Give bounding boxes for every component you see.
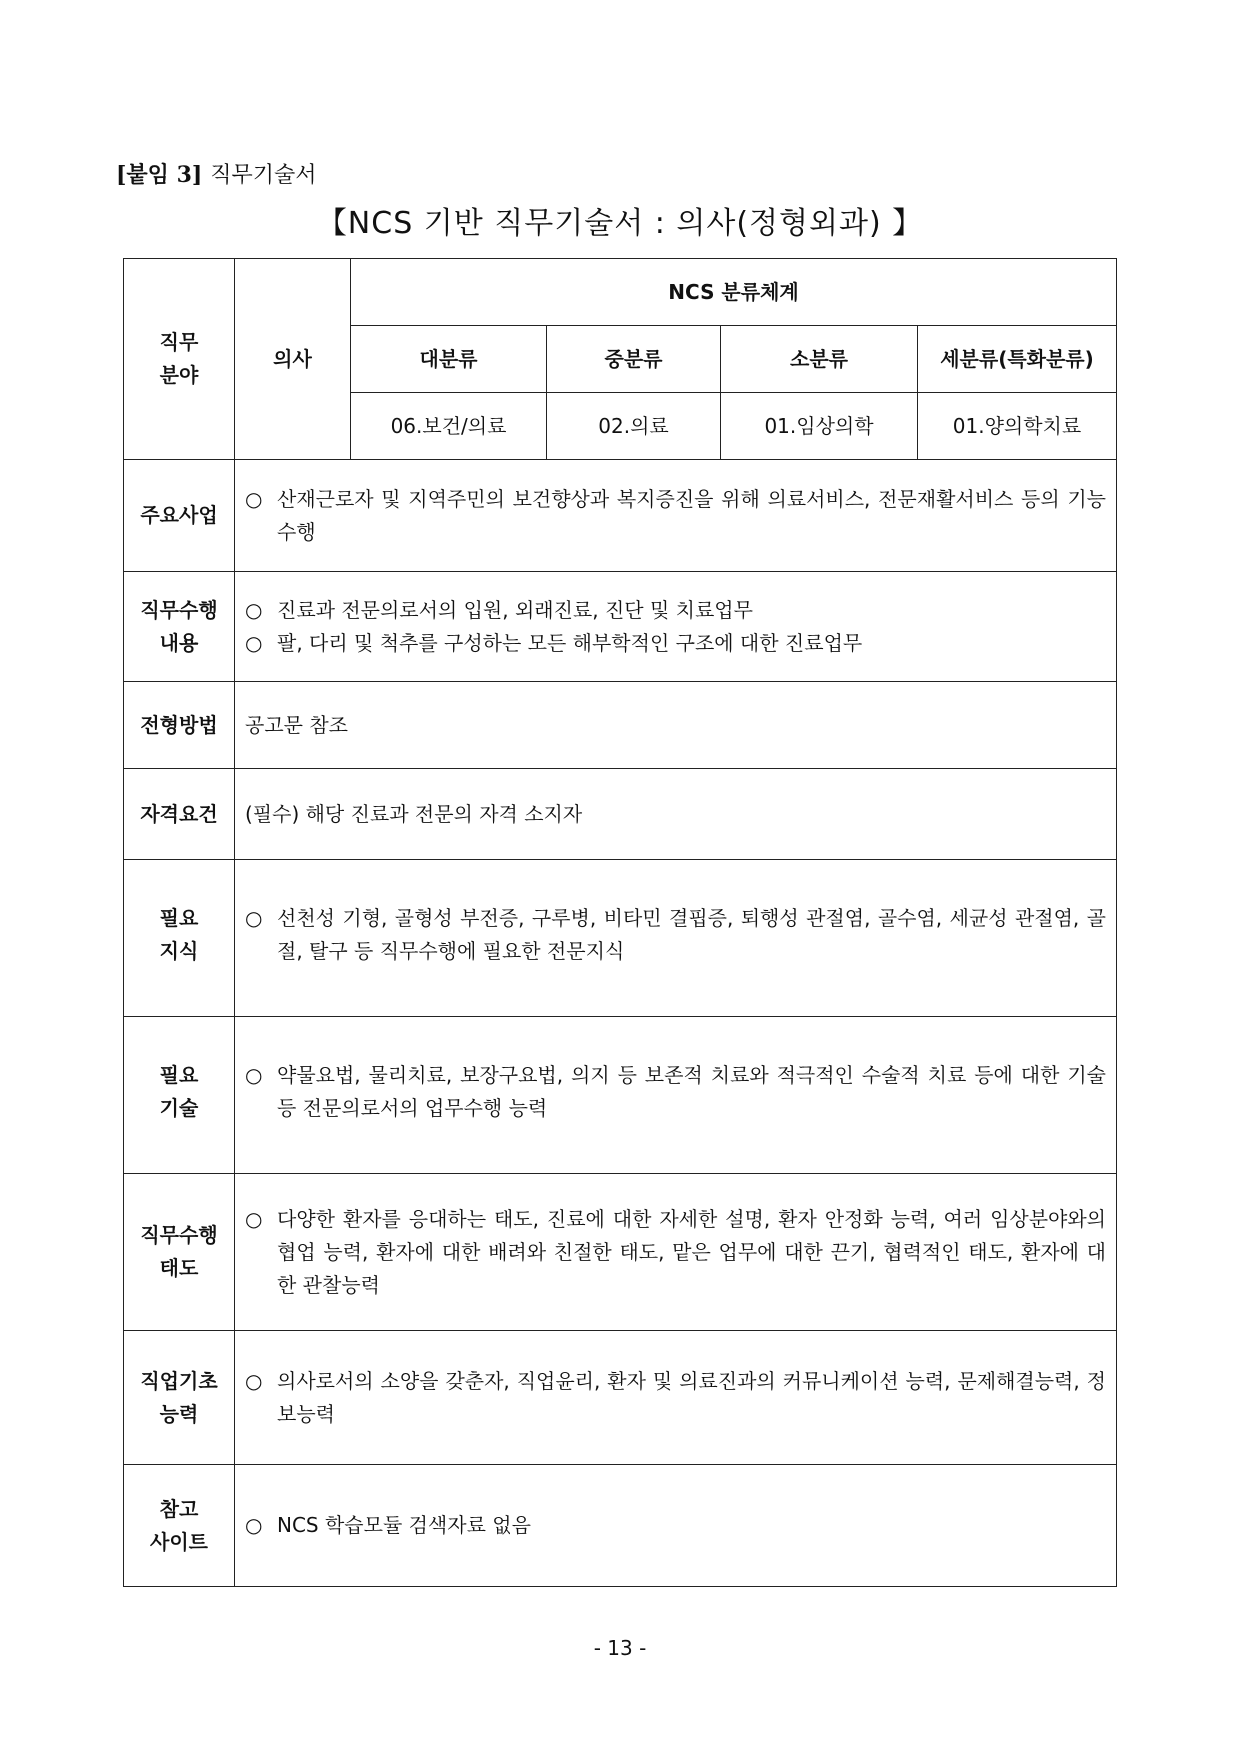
ncs-system-header: NCS 분류체계 bbox=[351, 259, 1117, 326]
page-number: - 13 - bbox=[593, 1636, 647, 1660]
row-content bbox=[235, 572, 1117, 682]
list-item: ○ 팔, 다리 및 척추를 구성하는 모든 해부학적인 구조에 대한 진료업무 bbox=[245, 627, 1106, 660]
code-minor: 01.임상의학 bbox=[721, 393, 918, 460]
row-reference-site bbox=[124, 1465, 1117, 1587]
row-label: 전형방법 bbox=[124, 682, 235, 769]
list-item: ○ 다양한 환자를 응대하는 태도, 진료에 대한 자세한 설명, 환자 안정화 능력, 여러 임상분야와의 협업 능력, 환자에 대한 배려와 친절한 태도, 맡은 업무에 대한 끈기, 협력적인 태도, 환자에 대한 관찰능력 bbox=[245, 1203, 1106, 1302]
code-detail: 01.양의학치료 bbox=[918, 393, 1117, 460]
row-label: 필요 지식 bbox=[124, 860, 235, 1017]
row-label: 필요 기술 bbox=[124, 1017, 235, 1174]
row-selection-method bbox=[124, 682, 1117, 769]
row-main-business bbox=[124, 460, 1117, 572]
row-content: (필수) 해당 진료과 전문의 자격 소지자 bbox=[235, 769, 1117, 860]
row-label: 직무수행 태도 bbox=[124, 1174, 235, 1331]
bullet-icon: ○ bbox=[245, 1206, 263, 1231]
row-duty-attitude bbox=[124, 1174, 1117, 1331]
bullet-icon: ○ bbox=[245, 630, 263, 655]
bullet-icon: ○ bbox=[245, 1063, 263, 1087]
row-required-knowledge bbox=[124, 860, 1117, 1017]
row-content: 공고문 참조 bbox=[235, 682, 1117, 769]
bullet-icon: ○ bbox=[245, 906, 263, 930]
row-qualification bbox=[124, 769, 1117, 860]
row-label: 주요사업 bbox=[124, 460, 235, 572]
header-detail: 세분류(특화분류) bbox=[918, 326, 1117, 393]
row-content bbox=[235, 1017, 1117, 1174]
code-major: 06.보건/의료 bbox=[351, 393, 547, 460]
job-name: 의사 bbox=[235, 259, 351, 460]
bullet-icon: ○ bbox=[245, 486, 263, 511]
row-label: 직무수행 내용 bbox=[124, 572, 235, 682]
row-basic-competency bbox=[124, 1331, 1117, 1465]
list-item: ○ 진료과 전문의로서의 입원, 외래진료, 진단 및 치료업무 bbox=[245, 594, 1106, 627]
row-content bbox=[235, 860, 1117, 1017]
job-description-table bbox=[123, 258, 1117, 1587]
row-content bbox=[235, 1174, 1117, 1331]
list-item: ○ 선천성 기형, 골형성 부전증, 구루병, 비타민 결핍증, 퇴행성 관절염, 골수염, 세균성 관절염, 골절, 탈구 등 직무수행에 필요한 전문지식 bbox=[245, 902, 1106, 968]
header-major: 대분류 bbox=[351, 326, 547, 393]
job-field-label: 직무 분야 bbox=[124, 259, 235, 460]
header-middle: 중분류 bbox=[547, 326, 721, 393]
attachment-label: [붙임 3] bbox=[116, 162, 203, 188]
row-label: 직업기초 능력 bbox=[124, 1331, 235, 1465]
attachment-heading bbox=[116, 158, 317, 189]
row-content bbox=[235, 460, 1117, 572]
row-content bbox=[235, 1331, 1117, 1465]
list-item: ○ 약물요법, 물리치료, 보장구요법, 의지 등 보존적 치료와 적극적인 수술적 치료 등에 대한 기술 등 전문의로서의 업무수행 능력 bbox=[245, 1059, 1106, 1125]
header-minor: 소분류 bbox=[721, 326, 918, 393]
row-content bbox=[235, 1465, 1117, 1587]
row-label: 참고 사이트 bbox=[124, 1465, 235, 1587]
list-item: ○ 의사로서의 소양을 갖춘자, 직업윤리, 환자 및 의료진과의 커뮤니케이션 능력, 문제해결능력, 정보능력 bbox=[245, 1365, 1106, 1431]
bullet-icon: ○ bbox=[245, 1368, 263, 1393]
attachment-title: 직무기술서 bbox=[210, 163, 317, 188]
list-item: ○ 산재근로자 및 지역주민의 보건향상과 복지증진을 위해 의료서비스, 전문재활서비스 등의 기능 수행 bbox=[245, 483, 1106, 549]
row-required-skills bbox=[124, 1017, 1117, 1174]
row-duty-content bbox=[124, 572, 1117, 682]
document-title: 【NCS 기반 직무기술서 : 의사(정형외과) 】 bbox=[316, 206, 924, 241]
bullet-icon: ○ bbox=[245, 597, 263, 622]
row-label: 자격요건 bbox=[124, 769, 235, 860]
code-middle: 02.의료 bbox=[547, 393, 721, 460]
bullet-icon: ○ bbox=[245, 1513, 263, 1537]
list-item: ○ NCS 학습모듈 검색자료 없음 bbox=[245, 1509, 1106, 1542]
